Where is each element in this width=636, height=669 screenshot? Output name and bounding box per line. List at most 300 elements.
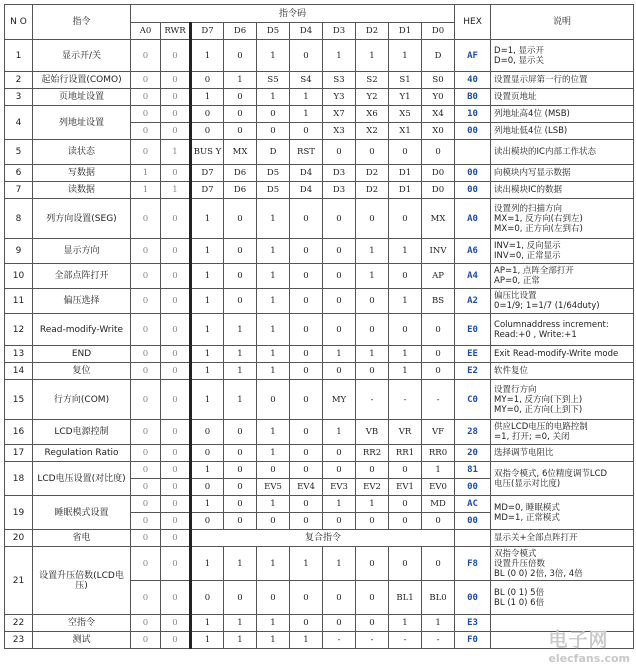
row-number: 2 bbox=[5, 72, 33, 89]
bit-cell: 1 bbox=[290, 632, 323, 649]
bit-cell: 1 bbox=[257, 496, 290, 513]
table-row bbox=[5, 314, 634, 346]
bit-cell: - bbox=[323, 632, 356, 649]
command-table bbox=[4, 4, 634, 649]
bit-cell: D1 bbox=[389, 165, 422, 182]
hex-cell: AC bbox=[455, 496, 491, 513]
bit-cell: Y2 bbox=[356, 89, 389, 106]
command-name: 省电 bbox=[33, 530, 131, 547]
bit-cell: D4 bbox=[290, 182, 323, 199]
description-line: 设置升压倍数 bbox=[494, 558, 546, 569]
command-name: LCD电压设置(对比度) bbox=[33, 462, 131, 496]
bit-cell: 1 bbox=[323, 40, 356, 72]
bit-cell: X7 bbox=[323, 106, 356, 123]
a0-cell: 0 bbox=[131, 462, 161, 479]
bit-cell: 1 bbox=[257, 547, 290, 581]
command-name: LCD电源控制 bbox=[33, 420, 131, 445]
description-cell bbox=[491, 72, 634, 89]
table-row bbox=[5, 140, 634, 165]
bit-cell: RR1 bbox=[389, 445, 422, 462]
rwr-cell: 0 bbox=[161, 445, 191, 462]
bit-cell: 1 bbox=[224, 314, 257, 346]
bit-cell: 1 bbox=[257, 89, 290, 106]
bit-cell: 1 bbox=[323, 420, 356, 445]
bit-cell: 0 bbox=[191, 445, 224, 462]
row-number: 4 bbox=[5, 106, 33, 140]
hex-cell: E3 bbox=[455, 615, 491, 632]
bit-cell: 0 bbox=[356, 513, 389, 530]
rwr-cell: 0 bbox=[161, 165, 191, 182]
description-cell bbox=[491, 314, 634, 346]
bit-cell: 0 bbox=[290, 420, 323, 445]
row-number: 6 bbox=[5, 165, 33, 182]
a0-cell: 1 bbox=[131, 182, 161, 199]
description-line: D=1, 显示开 bbox=[494, 45, 545, 56]
table-row bbox=[5, 445, 634, 462]
a0-cell: 0 bbox=[131, 615, 161, 632]
a0-cell: 1 bbox=[131, 165, 161, 182]
command-name: 空指令 bbox=[33, 615, 131, 632]
bit-cell: 0 bbox=[290, 314, 323, 346]
bit-cell: 0 bbox=[389, 513, 422, 530]
bit-cell: 1 bbox=[257, 632, 290, 649]
bit-cell: 0 bbox=[422, 513, 455, 530]
bit-cell: 1 bbox=[191, 615, 224, 632]
rwr-cell: 0 bbox=[161, 89, 191, 106]
bit-cell: 0 bbox=[389, 199, 422, 239]
a0-cell: 0 bbox=[131, 140, 161, 165]
bit-cell: 1 bbox=[191, 289, 224, 314]
bit-cell: INV bbox=[422, 239, 455, 264]
rwr-cell: 0 bbox=[161, 346, 191, 363]
bit-cell: 0 bbox=[356, 363, 389, 380]
a0-cell: 0 bbox=[131, 346, 161, 363]
description-cell bbox=[491, 346, 634, 363]
description-line: BL (0 1) 5倍 bbox=[494, 587, 545, 598]
bit-cell: 0 bbox=[224, 199, 257, 239]
row-number: 22 bbox=[5, 615, 33, 632]
a0-cell: 0 bbox=[131, 289, 161, 314]
table-row bbox=[5, 239, 634, 264]
description-cell bbox=[491, 363, 634, 380]
bit-cell: BL1 bbox=[389, 581, 422, 615]
description-line: MX=1, 反方向(右到左) bbox=[494, 213, 583, 224]
bit-cell: 0 bbox=[422, 346, 455, 363]
bit-cell: - bbox=[356, 632, 389, 649]
col-command-header: 指令 bbox=[33, 5, 131, 40]
bit-cell: BS bbox=[422, 289, 455, 314]
description-cell bbox=[491, 123, 634, 140]
row-number: 16 bbox=[5, 420, 33, 445]
bit-cell: 0 bbox=[422, 547, 455, 581]
command-name: 行方向(COM) bbox=[33, 380, 131, 420]
bit-cell: EV5 bbox=[257, 479, 290, 496]
rwr-cell: 0 bbox=[161, 363, 191, 380]
bit-cell: 0 bbox=[257, 581, 290, 615]
bit-cell: 0 bbox=[323, 615, 356, 632]
bit-cell: 1 bbox=[257, 346, 290, 363]
bit-cell: 0 bbox=[257, 380, 290, 420]
bit-cell: MX bbox=[224, 140, 257, 165]
rwr-cell: 0 bbox=[161, 632, 191, 649]
bit-cell: 0 bbox=[290, 40, 323, 72]
bit-cell: 0 bbox=[290, 264, 323, 289]
table-row bbox=[5, 182, 634, 199]
description-line: Read:+0 , Write:+1 bbox=[494, 329, 577, 340]
bit-cell: 0 bbox=[323, 513, 356, 530]
bit-cell: RR2 bbox=[356, 445, 389, 462]
rwr-cell: 0 bbox=[161, 289, 191, 314]
table-row bbox=[5, 547, 634, 581]
bit-cell: 1 bbox=[356, 264, 389, 289]
bit-cell: 0 bbox=[257, 123, 290, 140]
bit-cell: 1 bbox=[257, 363, 290, 380]
bit-cell: 0 bbox=[290, 289, 323, 314]
a0-cell: 0 bbox=[131, 89, 161, 106]
description-cell bbox=[491, 445, 634, 462]
bit-cell: S5 bbox=[257, 72, 290, 89]
rwr-cell: 0 bbox=[161, 581, 191, 615]
bit-cell: 1 bbox=[191, 496, 224, 513]
row-number: 18 bbox=[5, 462, 33, 496]
bit-cell: 1 bbox=[356, 40, 389, 72]
compound-command-cell: 复合指令 bbox=[191, 530, 455, 547]
bit-cell: AP bbox=[422, 264, 455, 289]
bit-cell: 1 bbox=[191, 239, 224, 264]
bit-cell: 1 bbox=[290, 89, 323, 106]
a0-cell: 0 bbox=[131, 445, 161, 462]
bit-cell: 1 bbox=[257, 239, 290, 264]
rwr-cell: 0 bbox=[161, 72, 191, 89]
bit-cell: 1 bbox=[191, 547, 224, 581]
table-row bbox=[5, 289, 634, 314]
table-row bbox=[5, 420, 634, 445]
bit-cell: D bbox=[257, 140, 290, 165]
description-line: BL (0 0) 2倍, 3倍, 4倍 bbox=[494, 568, 583, 579]
command-name: 显示开/关 bbox=[33, 40, 131, 72]
row-number: 17 bbox=[5, 445, 33, 462]
bit-cell: 1 bbox=[257, 314, 290, 346]
bit-cell: 0 bbox=[290, 513, 323, 530]
bit-cell: 0 bbox=[290, 445, 323, 462]
hex-cell bbox=[455, 530, 491, 547]
col-d2-header: D2 bbox=[356, 23, 389, 40]
description-line: 偏压比设置 bbox=[494, 291, 537, 301]
row-number: 13 bbox=[5, 346, 33, 363]
bit-cell: 0 bbox=[323, 314, 356, 346]
col-no-header: N O bbox=[5, 5, 33, 40]
description-cell bbox=[491, 89, 634, 106]
row-number: 11 bbox=[5, 289, 33, 314]
bit-cell: 1 bbox=[257, 199, 290, 239]
col-code-header: 指令码 bbox=[131, 5, 455, 23]
bit-cell: 0 bbox=[356, 615, 389, 632]
bit-cell: X4 bbox=[422, 106, 455, 123]
bit-cell: 0 bbox=[422, 314, 455, 346]
rwr-cell: 0 bbox=[161, 479, 191, 496]
bit-cell: 1 bbox=[389, 615, 422, 632]
bit-cell: 1 bbox=[422, 462, 455, 479]
row-number: 8 bbox=[5, 199, 33, 239]
bit-cell: RR0 bbox=[422, 445, 455, 462]
bit-cell: D4 bbox=[290, 165, 323, 182]
hex-cell: 00 bbox=[455, 581, 491, 615]
bit-cell: Y0 bbox=[422, 89, 455, 106]
hex-cell: 00 bbox=[455, 165, 491, 182]
hex-cell: AF bbox=[455, 40, 491, 72]
hex-cell bbox=[455, 140, 491, 165]
bit-cell: D0 bbox=[422, 182, 455, 199]
hex-cell: E2 bbox=[455, 363, 491, 380]
command-name: 列地址设置 bbox=[33, 106, 131, 140]
rwr-cell: 0 bbox=[161, 40, 191, 72]
table-row bbox=[5, 632, 634, 649]
bit-cell: EV1 bbox=[389, 479, 422, 496]
a0-cell: 0 bbox=[131, 496, 161, 513]
description-cell bbox=[491, 547, 634, 581]
hex-cell: 00 bbox=[455, 182, 491, 199]
bit-cell: 0 bbox=[323, 199, 356, 239]
description-cell bbox=[491, 199, 634, 239]
bit-cell: D7 bbox=[191, 165, 224, 182]
bit-cell: - bbox=[389, 380, 422, 420]
command-name: 页地址设置 bbox=[33, 89, 131, 106]
bit-cell: 0 bbox=[290, 123, 323, 140]
command-name: Read-modify-Write bbox=[33, 314, 131, 346]
rwr-cell: 0 bbox=[161, 199, 191, 239]
description-line: Columnaddress increment: bbox=[494, 319, 609, 330]
bit-cell: D bbox=[422, 40, 455, 72]
bit-cell: 0 bbox=[224, 581, 257, 615]
bit-cell: 1 bbox=[323, 346, 356, 363]
bit-cell: S4 bbox=[290, 72, 323, 89]
bit-cell: 0 bbox=[290, 239, 323, 264]
bit-cell: S0 bbox=[422, 72, 455, 89]
col-d0-header: D0 bbox=[422, 23, 455, 40]
description-line: 双指令模式 bbox=[494, 548, 537, 559]
watermark-logo: 电子网 elecfans.com bbox=[548, 629, 630, 665]
a0-cell: 0 bbox=[131, 72, 161, 89]
col-d3-header: D3 bbox=[323, 23, 356, 40]
bit-cell: 0 bbox=[389, 140, 422, 165]
bit-cell: BUS Y bbox=[191, 140, 224, 165]
bit-cell: 1 bbox=[290, 106, 323, 123]
bit-cell: D2 bbox=[356, 165, 389, 182]
bit-cell: 0 bbox=[224, 479, 257, 496]
col-d5-header: D5 bbox=[257, 23, 290, 40]
description-cell bbox=[491, 264, 634, 289]
a0-cell: 0 bbox=[131, 581, 161, 615]
hex-cell: EE bbox=[455, 346, 491, 363]
table-row bbox=[5, 346, 634, 363]
a0-cell: 0 bbox=[131, 40, 161, 72]
description-cell bbox=[491, 182, 634, 199]
bit-cell: 1 bbox=[191, 632, 224, 649]
rwr-cell: 0 bbox=[161, 420, 191, 445]
command-name: END bbox=[33, 346, 131, 363]
bit-cell: RST bbox=[290, 140, 323, 165]
table-row bbox=[5, 40, 634, 72]
bit-cell: 1 bbox=[191, 40, 224, 72]
bit-cell: 0 bbox=[224, 40, 257, 72]
bit-cell: MX bbox=[422, 199, 455, 239]
description-line: BL (1 0) 6倍 bbox=[494, 597, 545, 608]
row-number: 1 bbox=[5, 40, 33, 72]
bit-cell: 0 bbox=[191, 479, 224, 496]
bit-cell: 0 bbox=[224, 289, 257, 314]
bit-cell: 0 bbox=[356, 289, 389, 314]
bit-cell: MY bbox=[323, 380, 356, 420]
table-row bbox=[5, 530, 634, 547]
col-d1-header: D1 bbox=[389, 23, 422, 40]
description-line: 设置行方向 bbox=[494, 384, 537, 395]
bit-cell: 0 bbox=[389, 264, 422, 289]
bit-cell: 1 bbox=[191, 462, 224, 479]
bit-cell: 0 bbox=[422, 363, 455, 380]
bit-cell: X5 bbox=[389, 106, 422, 123]
bit-cell: 0 bbox=[224, 445, 257, 462]
bit-cell: D3 bbox=[323, 182, 356, 199]
bit-cell: 1 bbox=[356, 496, 389, 513]
bit-cell: X0 bbox=[422, 123, 455, 140]
command-name: Regulation Ratio bbox=[33, 445, 131, 462]
description-cell bbox=[491, 462, 634, 496]
row-number: 19 bbox=[5, 496, 33, 530]
description-line: 设置显示屏第一行的位置 bbox=[494, 75, 588, 85]
description-line: 供应LCD电压的电路控制 bbox=[494, 422, 588, 432]
hex-cell: 20 bbox=[455, 445, 491, 462]
row-number: 7 bbox=[5, 182, 33, 199]
rwr-cell: 0 bbox=[161, 314, 191, 346]
bit-cell: D7 bbox=[191, 182, 224, 199]
bit-cell: 0 bbox=[224, 462, 257, 479]
description-cell bbox=[491, 380, 634, 420]
bit-cell: 0 bbox=[356, 140, 389, 165]
bit-cell: 0 bbox=[323, 140, 356, 165]
bit-cell: 1 bbox=[389, 363, 422, 380]
bit-cell: 1 bbox=[389, 289, 422, 314]
bit-cell: X3 bbox=[323, 123, 356, 140]
bit-cell: D5 bbox=[257, 182, 290, 199]
bit-cell: 0 bbox=[191, 123, 224, 140]
description-line: INV=0, 正常显示 bbox=[494, 251, 561, 261]
bit-cell: 0 bbox=[356, 462, 389, 479]
row-number: 20 bbox=[5, 530, 33, 547]
col-d6-header: D6 bbox=[224, 23, 257, 40]
bit-cell: 1 bbox=[224, 615, 257, 632]
a0-cell: 0 bbox=[131, 380, 161, 420]
bit-cell: 1 bbox=[257, 264, 290, 289]
col-rwr-header: RWR bbox=[161, 23, 191, 40]
bit-cell: 1 bbox=[323, 496, 356, 513]
bit-cell: 0 bbox=[191, 106, 224, 123]
bit-cell: D3 bbox=[323, 165, 356, 182]
bit-cell: 1 bbox=[389, 40, 422, 72]
bit-cell: 1 bbox=[224, 363, 257, 380]
bit-cell: 0 bbox=[356, 199, 389, 239]
bit-cell: 1 bbox=[389, 346, 422, 363]
bit-cell: 0 bbox=[224, 89, 257, 106]
description-line: 读出模块的IC内部工作状态 bbox=[494, 147, 596, 157]
hex-cell: 40 bbox=[455, 72, 491, 89]
bit-cell: 1 bbox=[191, 89, 224, 106]
a0-cell: 0 bbox=[131, 632, 161, 649]
bit-cell: 0 bbox=[290, 380, 323, 420]
description-line: 向模块内写显示数据 bbox=[494, 168, 571, 178]
hex-cell: A6 bbox=[455, 239, 491, 264]
bit-cell: 1 bbox=[257, 40, 290, 72]
rwr-cell: 0 bbox=[161, 462, 191, 479]
description-cell bbox=[491, 581, 634, 615]
bit-cell: 0 bbox=[257, 462, 290, 479]
bit-cell: EV3 bbox=[323, 479, 356, 496]
bit-cell: 0 bbox=[191, 513, 224, 530]
description-line: INV=1, 反向显示 bbox=[494, 241, 561, 251]
bit-cell: 0 bbox=[323, 289, 356, 314]
hex-cell: A2 bbox=[455, 289, 491, 314]
a0-cell: 0 bbox=[131, 530, 161, 547]
col-hex-header: HEX bbox=[455, 5, 491, 40]
bit-cell: 1 bbox=[389, 239, 422, 264]
description-cell bbox=[491, 289, 634, 314]
bit-cell: VR bbox=[389, 420, 422, 445]
bit-cell: 1 bbox=[356, 346, 389, 363]
hex-cell: 10 bbox=[455, 106, 491, 123]
rwr-cell: 0 bbox=[161, 615, 191, 632]
bit-cell: BL0 bbox=[422, 581, 455, 615]
command-name: 显示方向 bbox=[33, 239, 131, 264]
bit-cell: 0 bbox=[290, 496, 323, 513]
bit-cell: VF bbox=[422, 420, 455, 445]
row-number: 14 bbox=[5, 363, 33, 380]
description-line: 选择调节电阻比 bbox=[494, 448, 554, 458]
command-name: 全部点阵打开 bbox=[33, 264, 131, 289]
bit-cell: 1 bbox=[191, 380, 224, 420]
bit-cell: 0 bbox=[323, 581, 356, 615]
bit-cell: 0 bbox=[224, 106, 257, 123]
command-name: 列方向设置(SEG) bbox=[33, 199, 131, 239]
table-row bbox=[5, 199, 634, 239]
bit-cell: 1 bbox=[224, 346, 257, 363]
bit-cell: 0 bbox=[323, 363, 356, 380]
bit-cell: 0 bbox=[257, 106, 290, 123]
hex-cell: A0 bbox=[455, 199, 491, 239]
description-cell bbox=[491, 106, 634, 123]
bit-cell: 0 bbox=[224, 496, 257, 513]
row-number: 15 bbox=[5, 380, 33, 420]
row-number: 3 bbox=[5, 89, 33, 106]
bit-cell: 0 bbox=[290, 581, 323, 615]
rwr-cell: 0 bbox=[161, 547, 191, 581]
description-line: 电压(显示对比度) bbox=[494, 478, 561, 489]
bit-cell: 1 bbox=[191, 314, 224, 346]
description-line: 列地址低4位 (LSB) bbox=[494, 126, 568, 136]
hex-cell: B0 bbox=[455, 89, 491, 106]
description-line: 显示关+全部点阵打开 bbox=[494, 533, 578, 543]
bit-cell: D2 bbox=[356, 182, 389, 199]
bit-cell: 0 bbox=[224, 123, 257, 140]
description-line: 0=1/9; 1=1/7 (1/64duty) bbox=[494, 301, 600, 311]
row-number: 10 bbox=[5, 264, 33, 289]
rwr-cell: 1 bbox=[161, 182, 191, 199]
hex-cell: 00 bbox=[455, 513, 491, 530]
table-row bbox=[5, 72, 634, 89]
table-row bbox=[5, 462, 634, 479]
table-row bbox=[5, 615, 634, 632]
description-cell bbox=[491, 420, 634, 445]
bit-cell: 0 bbox=[257, 513, 290, 530]
a0-cell: 0 bbox=[131, 363, 161, 380]
